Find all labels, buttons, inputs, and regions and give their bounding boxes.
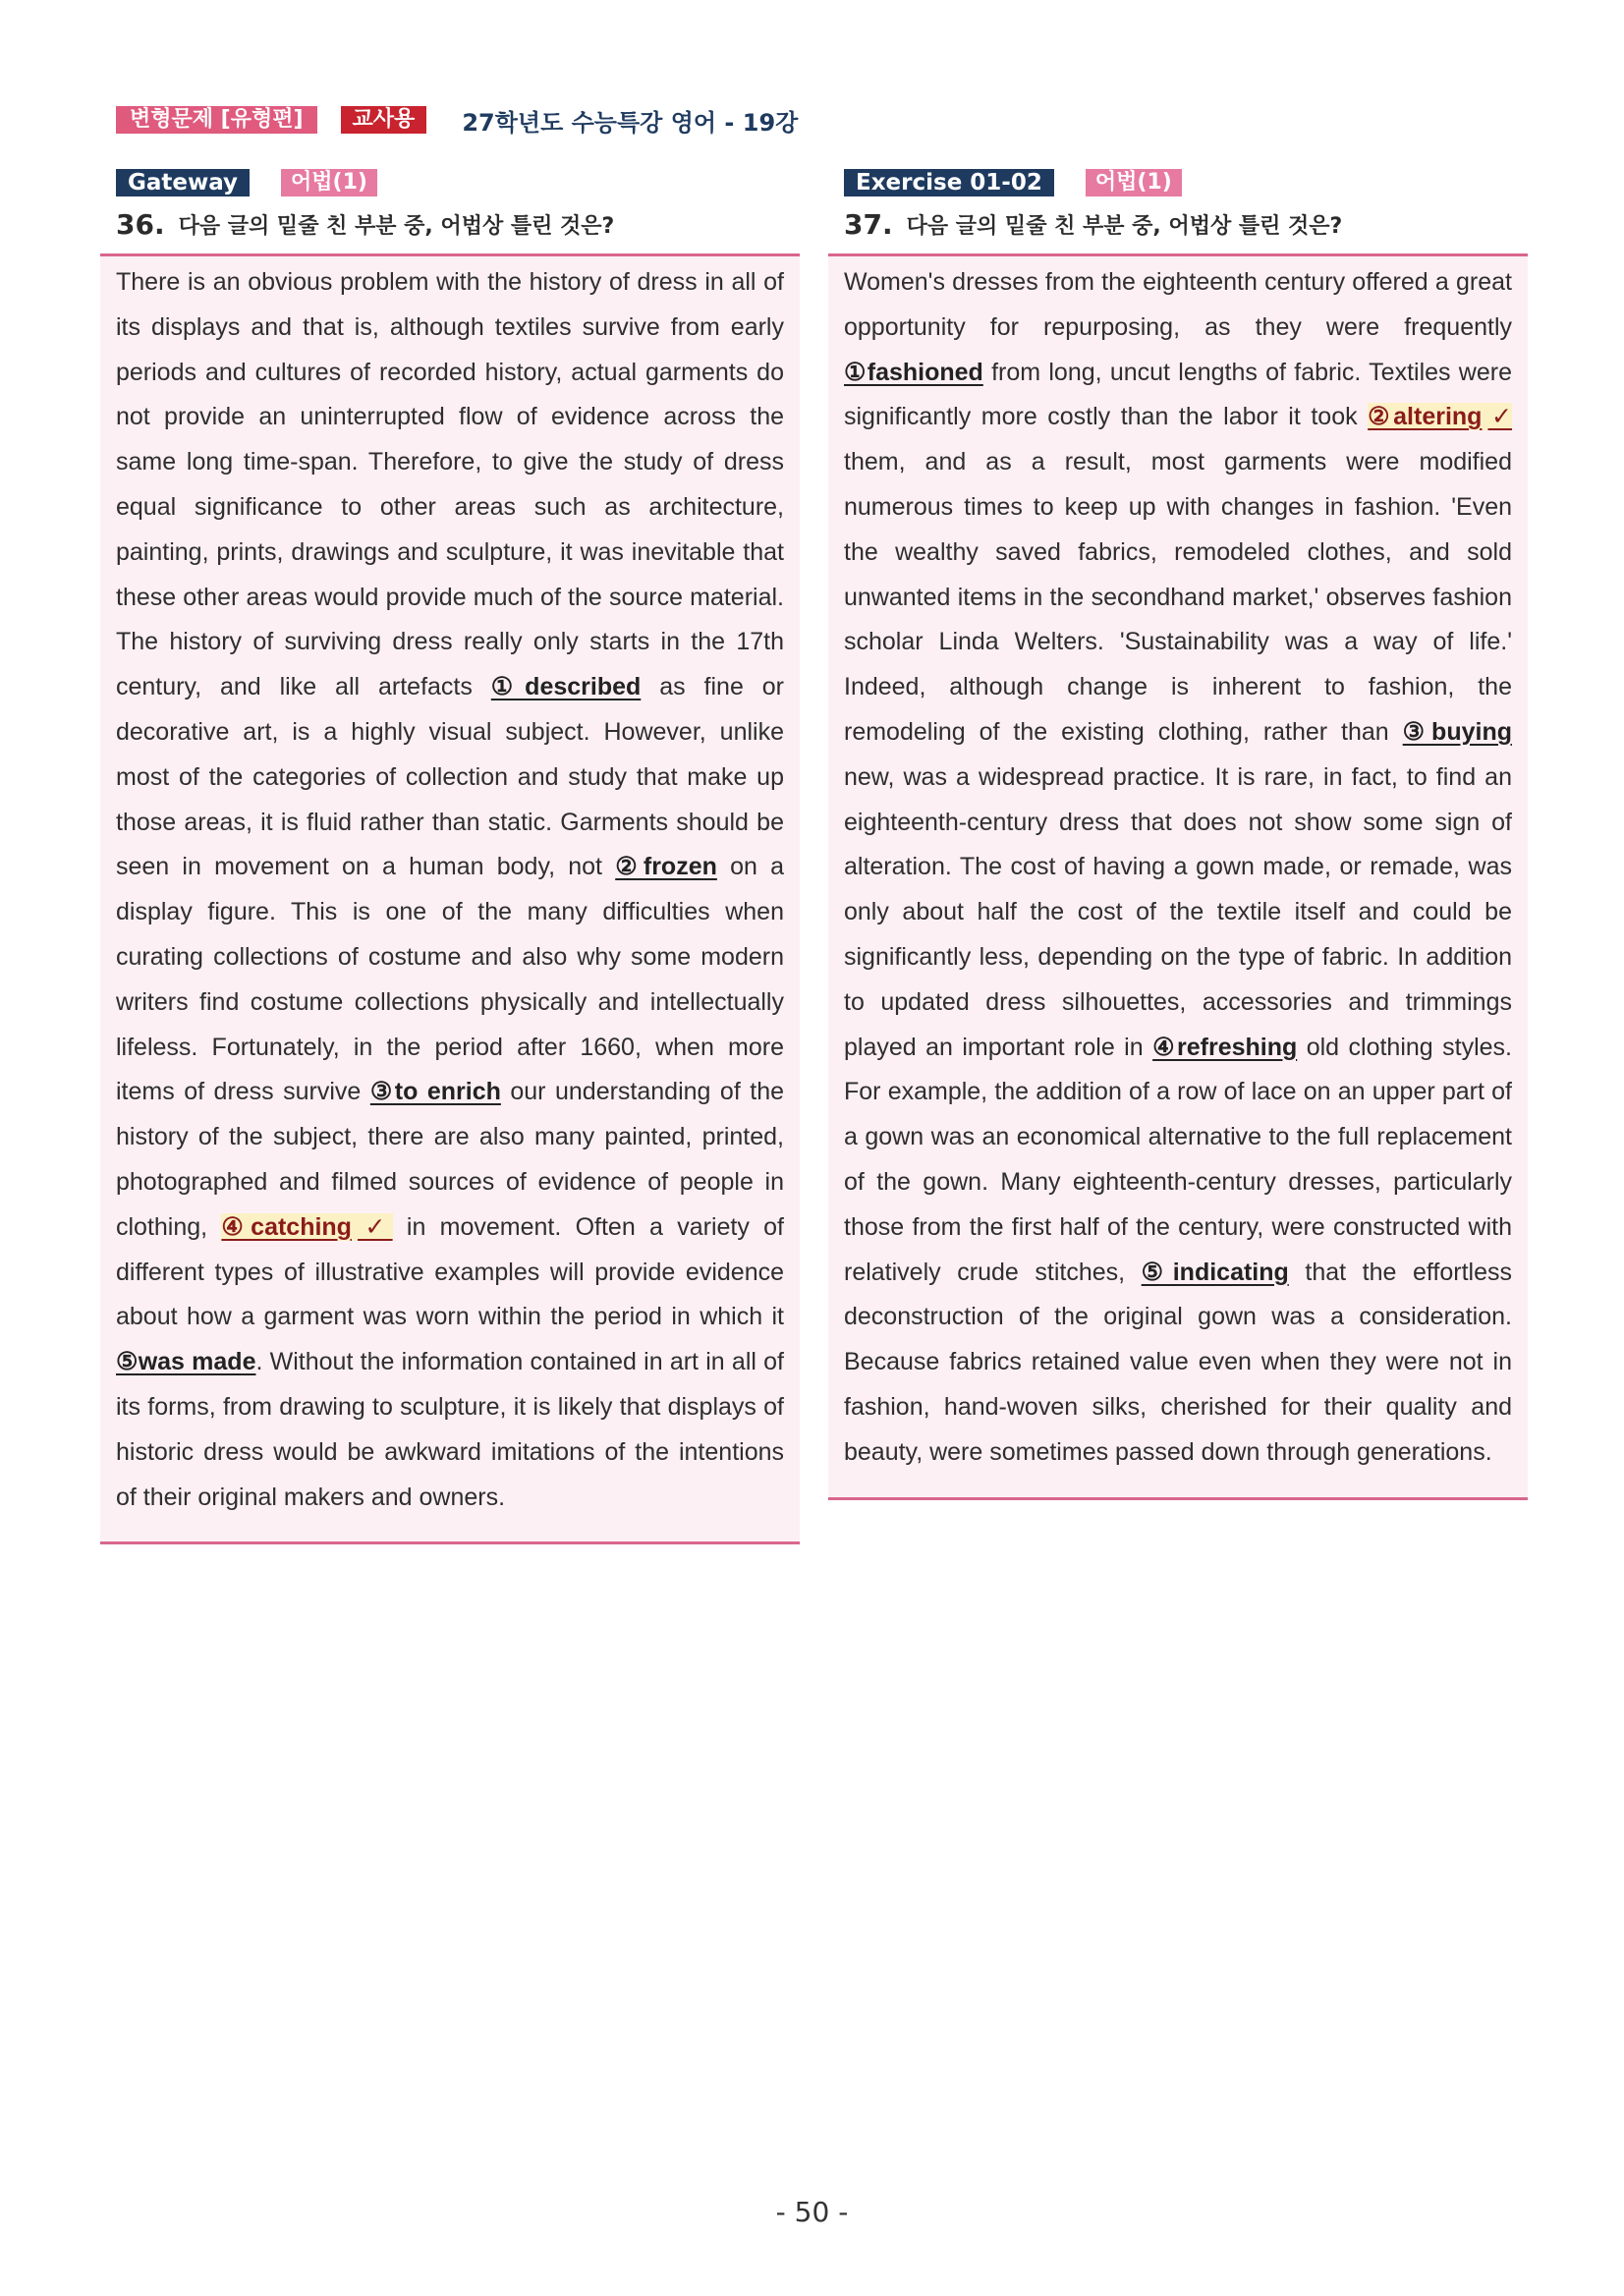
answer-text: ②altering <box>1368 403 1483 431</box>
section-label: Exercise 01-02 <box>844 169 1054 196</box>
passage-text <box>116 260 784 1520</box>
category-tag: 어법(1) <box>281 169 377 196</box>
passage-segment: in movement. Often a variety of different types of illustrative examples will provide evidence about how a garment was worn within the period in which it <box>116 1212 784 1331</box>
underlined-option-1: ①fashioned <box>844 358 983 386</box>
category-tag: 어법(1) <box>1086 169 1182 196</box>
question-number: 37. <box>844 207 893 241</box>
passage-segment: old clothing styles. For example, the addition of a row of lace on an upper part of a gown was an economical alternative to the full replacement of the gown. Many eighteenth-century dresses, particularly those from the first half of the century, were constructed with relatively crude stitches, <box>844 1033 1512 1286</box>
underlined-option-3: ③buying <box>1402 717 1512 746</box>
passage-segment: from long, uncut lengths of fabric. Textiles were significantly more costly than the labor it took <box>844 358 1512 431</box>
underlined-option-4: ④refreshing <box>1152 1033 1298 1061</box>
passage-segment: new, was a widespread practice. It is rare, in fact, to find an eighteenth-century dress that does not show some sign of alteration. The cost of having a gown made, or remade, was only about half the cost of the textile itself and could be significantly less, depending on the type of fabric. In addition to updated dress silhouettes, accessories and trimmings played an important role in <box>844 762 1512 1061</box>
question-text: 다음 글의 밑줄 친 부분 중, 어법상 틀린 것은? <box>906 213 1343 239</box>
passage-segment: them, and as a result, most garments were modified numerous times to keep up with changes in fashion. 'Even the wealthy saved fabrics, remodeled clothes, and sold unwanted items in the secondhand market,' observes fashion scholar Linda Welters. 'Sustainability was a way of life.' Indeed, although change is inherent to fashion, the remodeling of the existing clothing, rather than <box>844 448 1512 746</box>
check-mark-icon: ✓ <box>1487 403 1512 431</box>
teacher-tag: 교사용 <box>341 106 427 134</box>
passage-segment: Women's dresses from the eighteenth century offered a great opportunity for repurposing, as they were frequently <box>844 268 1512 341</box>
passage-text <box>844 260 1512 1476</box>
underlined-option-5: ⑤indicating <box>1141 1258 1289 1286</box>
question-37 <box>828 169 1528 1500</box>
answer-option-4 <box>221 1213 392 1241</box>
passage-segment: as fine or decorative art, is a highly visual subject. However, unlike most of the categories of collection and study that make up those areas, it is fluid rather than static. Garments should be seen in movement on a human body, not <box>116 673 785 881</box>
underlined-option-1: ①described <box>490 673 642 701</box>
underlined-option-5: ⑤was made <box>116 1348 256 1376</box>
passage-segment: There is an obvious problem with the history of dress in all of its displays and that is, although textiles survive from early periods and cultures of recorded history, actual garments do not provide an uninterrupted flow of evidence across the same long time-span. Therefore, to give the study of dress equal significance to other areas such as architecture, painting, prints, drawings and sculpture, it was inevitable that these other areas would provide much of the source material. The history of surviving dress really only starts in the 17th century, and like all artefacts <box>116 268 784 701</box>
passage-box <box>828 253 1528 1500</box>
passage-segment: that the effortless deconstruction of the original gown was a consideration. Because fabrics retained value even when they were not in fashion, hand-woven silks, cherished for their quality and beauty, were sometimes passed down through generations. <box>844 1258 1513 1466</box>
section-label: Gateway <box>116 169 250 196</box>
page-number: - 50 - <box>775 2196 849 2228</box>
question-prompt <box>100 206 800 242</box>
question-number: 36. <box>116 207 165 241</box>
document-title: 27학년도 수능특강 영어 - 19강 <box>462 108 799 137</box>
edition-tag: 변형문제 [유형편] <box>116 106 317 134</box>
answer-option-2 <box>1368 403 1512 430</box>
check-mark-icon: ✓ <box>357 1212 393 1241</box>
question-36 <box>100 169 800 1544</box>
passage-segment: . Without the information contained in art in all of its forms, from drawing to sculpture, it is likely that displays of historic dress would be awkward imitations of the intentions of their original makers and owners. <box>116 1348 784 1511</box>
question-prompt <box>828 206 1528 242</box>
answer-text: ④catching <box>221 1212 352 1241</box>
underlined-option-3: ③to enrich <box>369 1078 501 1106</box>
question-text: 다음 글의 밑줄 친 부분 중, 어법상 틀린 것은? <box>178 213 615 239</box>
passage-segment: our understanding of the history of the subject, there are also many painted, printed, photographed and filmed sources of evidence of people in clothing, <box>116 1078 785 1241</box>
passage-segment: on a display figure. This is one of the many difficulties when curating collections of costume and also why some modern writers find costume collections physically and intellectually lifeless. Fortunately, in the period after 1660, when more items of dress survive <box>116 853 784 1106</box>
underlined-option-2: ②frozen <box>615 853 717 881</box>
page-header <box>116 106 799 137</box>
passage-box <box>100 253 800 1544</box>
